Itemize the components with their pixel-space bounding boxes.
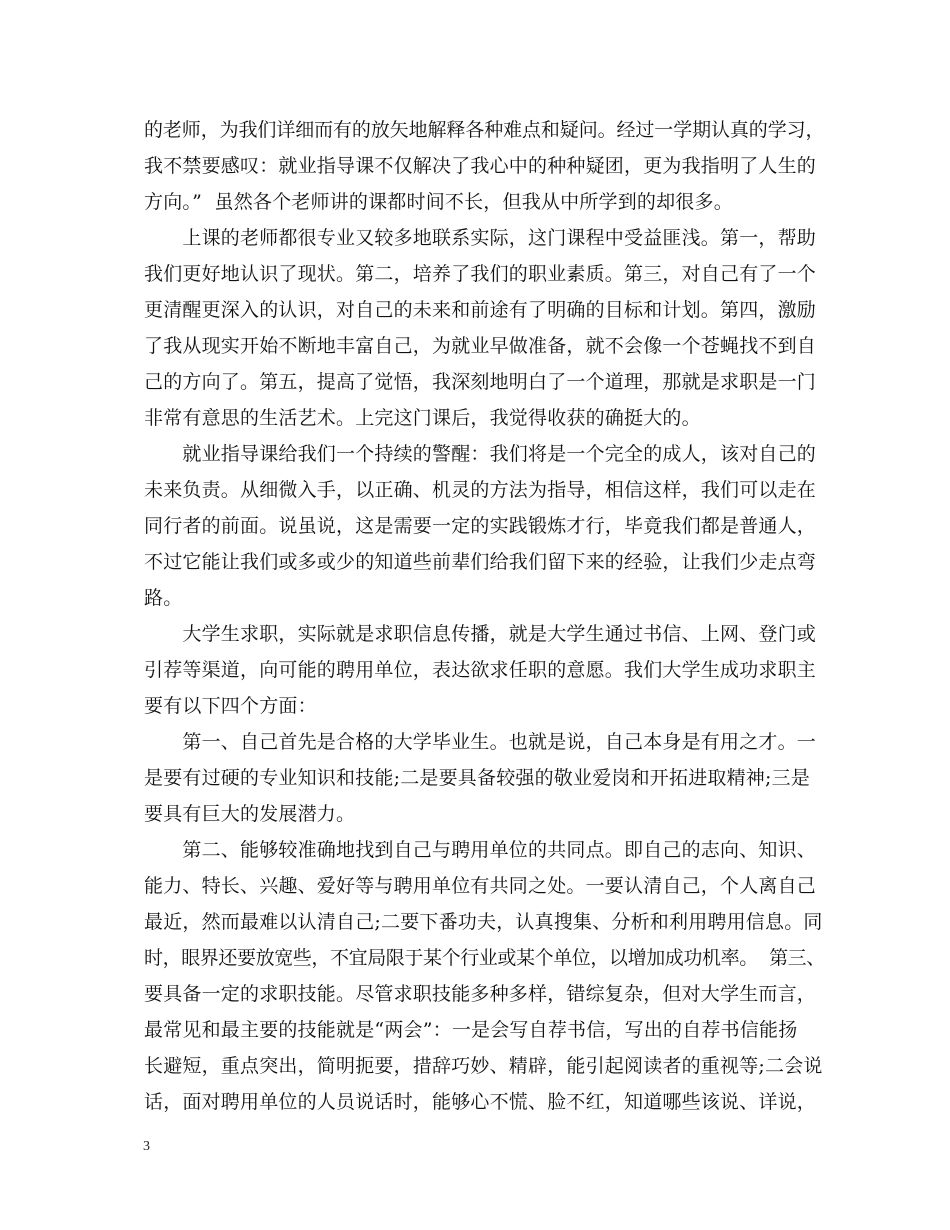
text-line: 同行者的前面。说虽说，这是需要一定的实践锻炼才行，毕竟我们都是普通人， xyxy=(144,515,817,537)
text-line: 最常见和最主要的技能就是“两会”：一是会写自荐书信，写出的自荐书信能扬 xyxy=(144,1019,798,1041)
text-line: 大学生求职，实际就是求职信息传播，就是大学生通过书信、上网、登门或 xyxy=(144,623,817,645)
text-line: 最近，然而最难以认清自己;二要下番功夫，认真搜集、分析和利用聘用信息。同 xyxy=(144,911,823,933)
text-line: 第一、自己首先是合格的大学毕业生。也就是说，自己本身是有用之才。一 xyxy=(144,731,817,753)
text-line: 我不禁要感叹：就业指导课不仅解决了我心中的种种疑团，更为我指明了人生的 xyxy=(144,155,817,177)
text-line: 非常有意思的生活艺术。上完这门课后，我觉得收获的确挺大的。 xyxy=(144,407,701,429)
text-line: 更清醒更深入的认识，对自己的未来和前途有了明确的目标和计划。第四，激励 xyxy=(144,299,817,321)
text-line: 己的方向了。第五，提高了觉悟，我深刻地明白了一个道理，那就是求职是一门 xyxy=(144,371,817,393)
text-line: 要具有巨大的发展潜力。 xyxy=(144,803,356,825)
text-line: 的老师，为我们详细而有的放矢地解释各种难点和疑问。经过一学期认真的学习， xyxy=(144,119,825,141)
text-line: 长避短，重点突出，简明扼要，措辞巧妙、精辟，能引起阅读者的重视等;二会说 xyxy=(144,1055,823,1077)
text-line: 话，面对聘用单位的人员说话时，能够心不慌、脸不红，知道哪些该说、详说， xyxy=(144,1091,817,1113)
text-line: 就业指导课给我们一个持续的警醒：我们将是一个完全的成人，该对自己的 xyxy=(144,443,817,465)
text-line: 要具备一定的求职技能。尽管求职技能多种多样，错综复杂，但对大学生而言， xyxy=(144,983,817,1005)
page-number: 3 xyxy=(143,1139,150,1154)
text-line: 上课的老师都很专业又较多地联系实际，这门课程中受益匪浅。第一，帮助 xyxy=(144,227,817,249)
text-line: 路。 xyxy=(144,587,183,609)
text-line: 引荐等渠道，向可能的聘用单位，表达欲求任职的意愿。我们大学生成功求职主 xyxy=(144,659,817,681)
text-line: 我们更好地认识了现状。第二，培养了我们的职业素质。第三，对自己有了一个 xyxy=(144,263,817,285)
text-line: 能力、特长、兴趣、爱好等与聘用单位有共同之处。一要认清自己，个人离自己 xyxy=(144,875,817,897)
text-line: 要有以下四个方面： xyxy=(144,695,317,717)
text-line: 方向。” 虽然各个老师讲的课都时间不长，但我从中所学到的却很多。 xyxy=(144,191,733,213)
text-line: 是要有过硬的专业知识和技能;二是要具备较强的敬业爱岗和开拓进取精神;三是 xyxy=(144,767,811,789)
text-line: 不过它能让我们或多或少的知道些前辈们给我们留下来的经验，让我们少走点弯 xyxy=(144,551,817,573)
text-line: 未来负责。从细微入手，以正确、机灵的方法为指导，相信这样，我们可以走在 xyxy=(144,479,817,501)
text-line: 了我从现实开始不断地丰富自己，为就业早做准备，就不会像一个苍蝇找不到自 xyxy=(144,335,817,357)
text-line: 第二、能够较准确地找到自己与聘用单位的共同点。即自己的志向、知识、 xyxy=(144,839,817,861)
text-line: 时，眼界还要放宽些，不宜局限于某个行业或某个单位，以增加成功机率。 第三、 xyxy=(144,947,825,969)
